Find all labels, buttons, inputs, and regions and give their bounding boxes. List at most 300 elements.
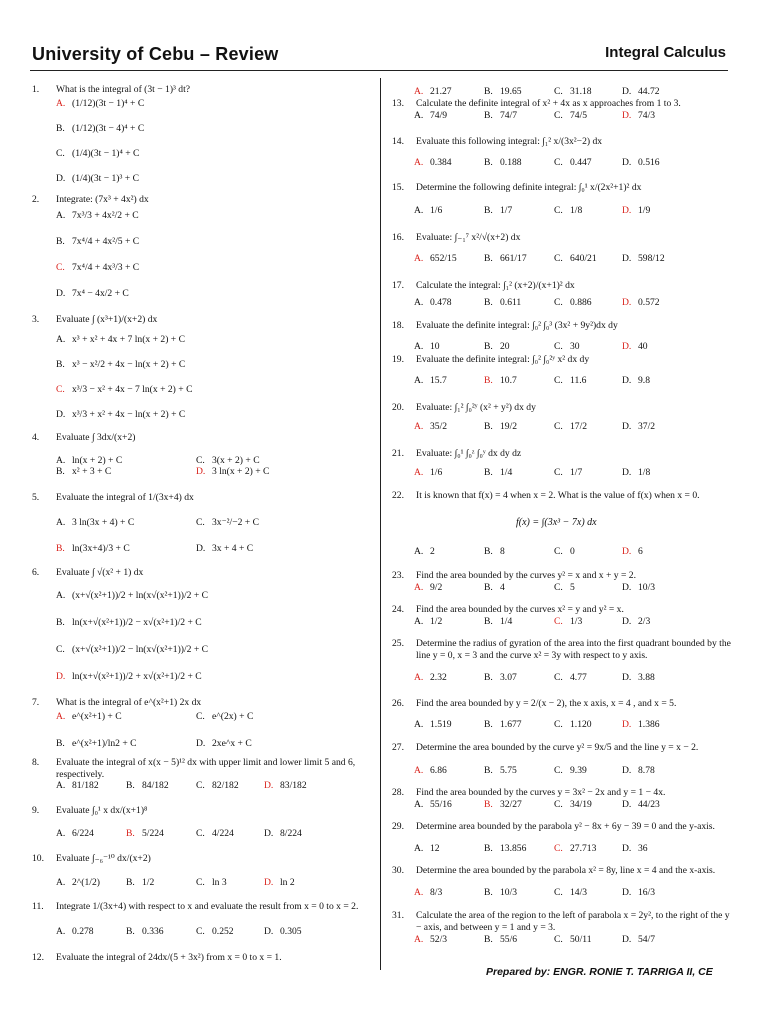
question-number: 9. — [32, 805, 40, 816]
option-value: 10.7 — [500, 375, 517, 386]
option-letter: B. — [484, 546, 493, 557]
question — [32, 432, 372, 444]
option-letter: A. — [56, 517, 66, 528]
option-value: e^(x²+1)/ln2 + C — [72, 738, 137, 749]
answer-option — [554, 341, 580, 353]
option-letter: D. — [622, 110, 632, 121]
option-letter: C. — [554, 799, 563, 810]
option-value: 1/8 — [570, 205, 583, 216]
option-letter: B. — [484, 341, 493, 352]
question — [392, 280, 732, 292]
option-value: 4.77 — [570, 672, 587, 683]
answer-option — [56, 926, 94, 938]
answer-option — [414, 672, 447, 684]
prepared-by: Prepared by: ENGR. RONIE T. TARRIGA II, CE — [486, 966, 713, 978]
option-value: ln(3x+4)/3 + C — [72, 543, 130, 554]
question-number: 3. — [32, 314, 40, 325]
answer-option — [414, 799, 452, 811]
option-value: 3x⁻²/−2 + C — [212, 517, 260, 528]
option-value: 5.75 — [500, 765, 517, 776]
option-letter: A. — [414, 616, 424, 627]
question — [392, 698, 732, 710]
option-value: 10 — [430, 341, 440, 352]
answer-option — [196, 543, 253, 555]
question-stem: Evaluate this following integral: ∫₁² x/(3x²−2) dx — [416, 136, 603, 147]
question-stem: Find the area bounded by the curves x² = y and y² = x. — [416, 604, 624, 615]
answer-option — [196, 517, 259, 529]
option-letter: B. — [484, 375, 493, 386]
option-value: 3.07 — [500, 672, 517, 683]
option-letter: B. — [56, 543, 65, 554]
option-value: 9.39 — [570, 765, 587, 776]
option-value: 40 — [638, 341, 648, 352]
question-stem: Evaluate: ∫₀¹ ∫₀ᶻ ∫₀ʸ dx dy dz — [416, 448, 522, 459]
answer-option — [484, 546, 505, 558]
option-value: 7x³/3 + 4x²/2 + C — [72, 210, 139, 221]
option-value: 8 — [500, 546, 505, 557]
option-value: 1/2 — [430, 616, 443, 627]
option-letter: A. — [56, 210, 66, 221]
option-letter: C. — [554, 157, 563, 168]
answer-option — [414, 934, 447, 946]
answer-option — [622, 765, 655, 777]
answer-option — [554, 616, 582, 628]
question-stem: Calculate the area of the region to the left of parabola x = 2y², to the right of the y − axis, and between y = 1 and y = 3. — [416, 910, 730, 933]
question — [392, 182, 732, 194]
option-value: (1/12)(3t − 4)⁴ + C — [72, 123, 145, 134]
question-number: 23. — [392, 570, 404, 581]
option-value: 3 ln(x + 2) + C — [212, 466, 270, 477]
answer-option — [56, 517, 134, 529]
option-letter: D. — [56, 288, 66, 299]
answer-option — [414, 421, 447, 433]
option-letter: D. — [622, 887, 632, 898]
option-letter: A. — [56, 455, 66, 466]
option-letter: A. — [56, 334, 66, 345]
answer-option — [196, 780, 239, 792]
option-value: 30 — [570, 341, 580, 352]
option-value: (x+√(x²+1))/2 − ln(x√(x²+1))/2 + C — [72, 644, 209, 655]
question-number: 4. — [32, 432, 40, 443]
answer-option — [414, 546, 435, 558]
question-stem: Evaluate: ∫₋₁⁷ x²/√(x+2) dx — [416, 232, 521, 243]
question-stem: Find the area bounded by y = 2/(x − 2), the x axis, x = 4 , and x = 5. — [416, 698, 677, 709]
option-letter: C. — [554, 765, 563, 776]
option-value: 44.72 — [638, 86, 660, 97]
option-letter: A. — [414, 582, 424, 593]
option-letter: D. — [622, 582, 632, 593]
answer-option — [56, 644, 208, 656]
question-stem: Evaluate ∫ √(x² + 1) dx — [56, 567, 144, 578]
option-letter: A. — [414, 421, 424, 432]
option-value: 2.32 — [430, 672, 447, 683]
option-letter: C. — [56, 644, 65, 655]
option-letter: A. — [414, 887, 424, 898]
answer-option — [554, 672, 587, 684]
answer-option — [414, 205, 442, 217]
option-value: 34/19 — [570, 799, 592, 810]
question-stem: Determine the area bounded by the parabola x² = 8y, line x = 4 and the x-axis. — [416, 865, 716, 876]
question-stem: What is the integral of (3t − 1)³ dt? — [56, 84, 191, 95]
answer-option — [484, 205, 512, 217]
option-letter: B. — [484, 843, 493, 854]
option-value: 0.188 — [500, 157, 522, 168]
answer-option — [554, 253, 597, 265]
option-value: ln 3 — [212, 877, 227, 888]
option-value: 54/7 — [638, 934, 656, 945]
question-number: 25. — [392, 638, 404, 649]
answer-option — [554, 765, 587, 777]
answer-option — [622, 546, 643, 558]
option-value: 7x⁴ − 4x/2 + C — [72, 288, 129, 299]
option-value: 21.27 — [430, 86, 452, 97]
option-letter: C. — [554, 887, 563, 898]
answer-option — [56, 236, 139, 248]
answer-option — [622, 719, 660, 731]
question-stem: Evaluate: ∫₁² ∫₀²ʸ (x² + y²) dx dy — [416, 402, 536, 413]
option-value: 7x⁴/4 + 4x²/5 + C — [72, 236, 140, 247]
option-letter: D. — [264, 780, 274, 791]
answer-option — [264, 780, 307, 792]
question-stem: Determine the area bounded by the curve y² = 9x/5 and the line y = x − 2. — [416, 742, 699, 753]
option-letter: D. — [622, 421, 632, 432]
answer-option — [196, 738, 252, 750]
option-letter: B. — [484, 719, 493, 730]
option-letter: C. — [554, 582, 563, 593]
question-number: 28. — [392, 787, 404, 798]
question-number: 16. — [392, 232, 404, 243]
question — [392, 910, 732, 933]
option-value: 14/3 — [570, 887, 588, 898]
option-letter: C. — [56, 262, 65, 273]
question — [32, 314, 372, 326]
question-stem: Evaluate ∫₋₆⁻¹⁰ dx/(x+2) — [56, 853, 151, 864]
answer-option — [414, 297, 452, 309]
option-value: 20 — [500, 341, 510, 352]
option-value: e^(x²+1) + C — [72, 711, 122, 722]
option-value: 16/3 — [638, 887, 656, 898]
answer-option — [622, 887, 655, 899]
answer-option — [414, 110, 447, 122]
question — [32, 853, 372, 865]
option-value: 661/17 — [500, 253, 527, 264]
question — [32, 952, 372, 964]
question-stem: Evaluate the integral of 1/(3x+4) dx — [56, 492, 194, 503]
answer-option — [554, 934, 592, 946]
option-value: 13.856 — [500, 843, 527, 854]
option-value: 81/182 — [72, 780, 99, 791]
answer-option — [126, 926, 164, 938]
answer-option — [622, 799, 660, 811]
answer-option — [196, 711, 253, 723]
document-title: University of Cebu – Review — [32, 44, 279, 64]
option-value: 0.478 — [430, 297, 452, 308]
option-letter: D. — [622, 546, 632, 557]
option-letter: C. — [554, 253, 563, 264]
option-value: ln(x+√(x²+1))/2 + x√(x²+1)/2 + C — [72, 671, 202, 682]
question — [392, 865, 732, 888]
option-letter: A. — [414, 934, 424, 945]
question-stem: It is known that f(x) = 4 when x = 2. What is the value of f(x) when x = 0. — [416, 490, 700, 501]
option-value: 5/224 — [142, 828, 164, 839]
option-value: 35/2 — [430, 421, 448, 432]
question-stem: Integrate: (7x³ + 4x²) dx — [56, 194, 149, 205]
question-number: 19. — [392, 354, 404, 365]
answer-option — [56, 671, 202, 683]
answer-option — [622, 616, 650, 628]
option-letter: C. — [554, 843, 563, 854]
question-number: 15. — [392, 182, 404, 193]
option-letter: C. — [554, 467, 563, 478]
option-letter: D. — [622, 253, 632, 264]
option-letter: A. — [414, 672, 424, 683]
answer-option — [484, 341, 510, 353]
answer-option — [484, 934, 517, 946]
option-value: e^(2x) + C — [212, 711, 254, 722]
option-letter: B. — [484, 157, 493, 168]
option-letter: D. — [622, 157, 632, 168]
question-stem: Determine area bounded by the parabola y² − 8x + 6y − 39 = 0 and the y-axis. — [416, 821, 715, 832]
answer-option — [126, 780, 169, 792]
option-letter: D. — [622, 765, 632, 776]
question — [32, 567, 372, 579]
option-value: 652/15 — [430, 253, 457, 264]
answer-option — [196, 877, 227, 889]
option-value: 7x⁴/4 + 4x³/3 + C — [72, 262, 140, 273]
question-stem: Find the area bounded by the curves y² = x and x + y = 2. — [416, 570, 636, 581]
answer-option — [554, 467, 582, 479]
answer-option — [484, 253, 527, 265]
question — [392, 604, 732, 616]
answer-option — [414, 719, 452, 731]
option-letter: A. — [414, 253, 424, 264]
option-value: 10/3 — [500, 887, 518, 898]
question-stem: Determine the radius of gyration of the area into the first quadrant bounded by the line y = 0, x = 3 and the curve x² = 3y with respect to y axis. — [416, 638, 731, 661]
option-letter: B. — [56, 123, 65, 134]
option-value: 17/2 — [570, 421, 588, 432]
option-value: 19/2 — [500, 421, 518, 432]
answer-option — [484, 719, 522, 731]
question-stem: Evaluate the integral of 24dx/(5 + 3x²) from x = 0 to x = 1. — [56, 952, 282, 963]
option-letter: D. — [622, 799, 632, 810]
answer-option — [554, 421, 587, 433]
option-value: 27.713 — [570, 843, 597, 854]
option-value: ln(x+√(x²+1))/2 − x√(x²+1)/2 + C — [72, 617, 202, 628]
option-value: 12 — [430, 843, 440, 854]
answer-option — [484, 467, 512, 479]
question-number: 6. — [32, 567, 40, 578]
answer-option — [554, 546, 575, 558]
option-value: 31.18 — [570, 86, 592, 97]
option-letter: C. — [196, 455, 205, 466]
question — [32, 901, 372, 924]
option-letter: A. — [56, 828, 66, 839]
option-letter: D. — [56, 409, 66, 420]
option-letter: A. — [56, 98, 66, 109]
option-value: 0.611 — [500, 297, 522, 308]
answer-option — [56, 334, 185, 346]
option-value: (1/4)(3t − 1)³ + C — [72, 173, 139, 184]
option-value: 1/2 — [142, 877, 155, 888]
option-letter: D. — [622, 86, 632, 97]
option-value: 6.86 — [430, 765, 447, 776]
answer-option — [554, 582, 575, 594]
answer-option — [622, 421, 655, 433]
option-letter: B. — [484, 253, 493, 264]
option-value: 74/3 — [638, 110, 656, 121]
answer-option — [414, 765, 447, 777]
question — [32, 194, 372, 206]
option-letter: C. — [554, 341, 563, 352]
option-letter: B. — [484, 582, 493, 593]
answer-option — [622, 341, 648, 353]
option-letter: D. — [622, 616, 632, 627]
answer-option — [554, 157, 592, 169]
option-value: 8/3 — [430, 887, 443, 898]
option-letter: D. — [264, 877, 274, 888]
question-stem: Evaluate the integral of x(x − 5)¹² dx with upper limit and lower limit 5 and 6, respectively. — [56, 757, 356, 780]
option-letter: D. — [56, 173, 66, 184]
answer-option — [414, 843, 440, 855]
question-number: 20. — [392, 402, 404, 413]
option-value: 74/5 — [570, 110, 588, 121]
option-value: x³ + x² + 4x + 7 ln(x + 2) + C — [72, 334, 186, 345]
option-value: 74/7 — [500, 110, 518, 121]
answer-option — [414, 375, 447, 387]
answer-option — [56, 148, 139, 160]
answer-option — [264, 926, 302, 938]
answer-option — [622, 375, 650, 387]
option-letter: B. — [56, 738, 65, 749]
option-letter: B. — [484, 672, 493, 683]
option-value: 0.516 — [638, 157, 660, 168]
option-letter: B. — [126, 828, 135, 839]
column-divider — [380, 78, 381, 970]
answer-option — [126, 828, 164, 840]
option-letter: D. — [56, 671, 66, 682]
option-value: x³/3 − x² + 4x − 7 ln(x + 2) + C — [72, 384, 193, 395]
option-letter: A. — [414, 375, 424, 386]
option-value: 3x + 4 + C — [212, 543, 254, 554]
answer-option — [484, 887, 517, 899]
option-letter: D. — [622, 467, 632, 478]
option-letter: D. — [622, 297, 632, 308]
option-letter: B. — [484, 616, 493, 627]
option-letter: A. — [414, 297, 424, 308]
option-value: 8.78 — [638, 765, 655, 776]
answer-option — [554, 799, 592, 811]
answer-option — [554, 205, 582, 217]
answer-option — [414, 86, 452, 98]
option-letter: B. — [484, 467, 493, 478]
option-value: 1/4 — [500, 616, 513, 627]
option-letter: C. — [196, 828, 205, 839]
answer-option — [56, 262, 139, 274]
option-value: 9.8 — [638, 375, 650, 386]
option-value: 0.252 — [212, 926, 234, 937]
answer-option — [56, 590, 208, 602]
option-letter: D. — [264, 828, 274, 839]
option-value: 2^(1/2) — [72, 877, 100, 888]
option-letter: A. — [56, 590, 66, 601]
answer-option — [484, 582, 505, 594]
option-letter: A. — [56, 877, 66, 888]
answer-option — [484, 765, 517, 777]
option-value: 1.386 — [638, 719, 660, 730]
question-number: 31. — [392, 910, 404, 921]
question-number: 11. — [32, 901, 44, 912]
question-stem: Evaluate the definite integral: ∫₀² ∫₀²ʸ x² dx dy — [416, 354, 590, 365]
option-letter: C. — [196, 517, 205, 528]
answer-option — [622, 467, 650, 479]
question — [392, 448, 732, 460]
option-letter: A. — [414, 341, 424, 352]
option-letter: A. — [414, 546, 424, 557]
option-letter: A. — [414, 799, 424, 810]
option-value: 19.65 — [500, 86, 522, 97]
option-value: 44/23 — [638, 799, 660, 810]
question-number: 12. — [32, 952, 44, 963]
option-value: 0.278 — [72, 926, 94, 937]
document-subject: Integral Calculus — [605, 44, 726, 61]
option-letter: A. — [414, 86, 424, 97]
answer-option — [56, 455, 122, 467]
option-letter: A. — [56, 711, 66, 722]
answer-option — [56, 543, 130, 555]
answer-option — [484, 375, 517, 387]
question-number: 29. — [392, 821, 404, 832]
question — [392, 787, 732, 799]
option-value: 1/9 — [638, 205, 651, 216]
answer-option — [56, 98, 144, 110]
option-letter: A. — [414, 843, 424, 854]
option-value: x² + 3 + C — [72, 466, 112, 477]
question — [32, 757, 372, 780]
question — [392, 638, 732, 673]
question — [392, 136, 732, 148]
answer-option — [484, 616, 512, 628]
answer-option — [56, 173, 139, 185]
question-stem: Evaluate ∫ 3dx/(x+2) — [56, 432, 136, 443]
option-value: 0.305 — [280, 926, 302, 937]
option-value: 55/16 — [430, 799, 452, 810]
answer-option — [414, 253, 457, 265]
question — [392, 232, 732, 244]
option-letter: A. — [56, 780, 66, 791]
option-value: 0.572 — [638, 297, 660, 308]
option-letter: D. — [622, 205, 632, 216]
question-number: 14. — [392, 136, 404, 147]
question-stem: Evaluate ∫ (x³+1)/(x+2) dx — [56, 314, 158, 325]
question-number: 24. — [392, 604, 404, 615]
option-value: 9/2 — [430, 582, 443, 593]
answer-option — [622, 86, 660, 98]
option-value: 1.677 — [500, 719, 522, 730]
option-letter: C. — [554, 719, 563, 730]
option-value: 6/224 — [72, 828, 94, 839]
option-letter: C. — [554, 546, 563, 557]
answer-option — [196, 926, 234, 938]
answer-option — [484, 799, 522, 811]
answer-option — [56, 738, 137, 750]
option-letter: C. — [56, 384, 65, 395]
option-value: 5 — [570, 582, 575, 593]
option-letter: C. — [554, 672, 563, 683]
option-value: 1/7 — [500, 205, 513, 216]
question-number: 13. — [392, 98, 404, 109]
option-value: (1/4)(3t − 1)⁴ + C — [72, 148, 140, 159]
option-letter: D. — [622, 934, 632, 945]
